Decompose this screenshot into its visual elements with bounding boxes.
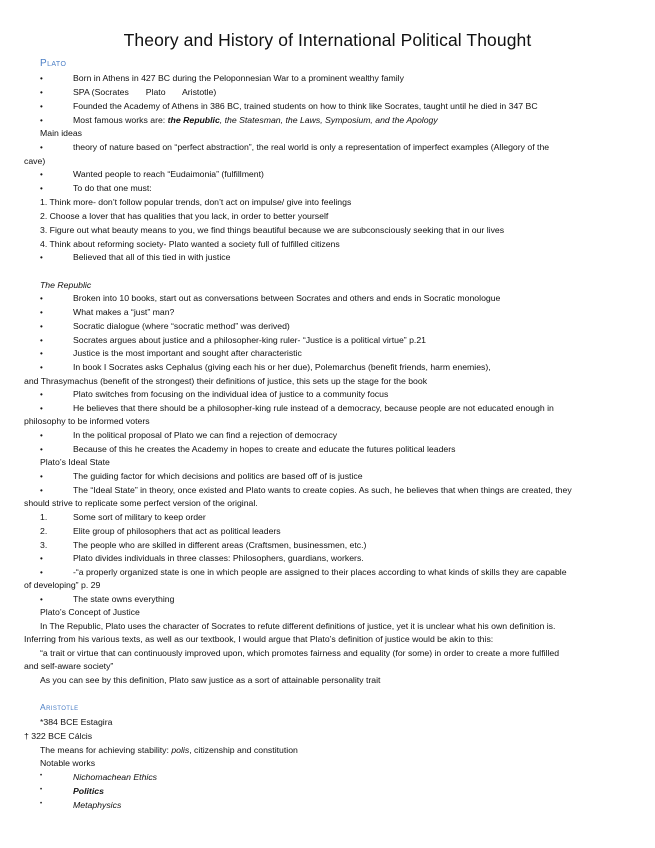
bullet-icon: • [40,336,43,345]
notable-works-label: Notable works [40,758,96,768]
section-heading-aristotle: Aristotle [40,702,79,712]
republic-item-academy: Because of this he creates the Academy in hopes to create and educate the futures political leaders [73,444,456,454]
justice-tie: Believed that all of this tied in with justice [73,252,231,262]
bullet-icon: • [40,74,43,83]
ideal-item-4-line-2: of developing” p. 29 [24,580,101,590]
aristotle-means [40,745,298,756]
document-title: Theory and History of International Political Thought [123,30,532,50]
bullet-icon: • [40,184,43,193]
bullet-icon: • [40,253,43,262]
bullet-icon: • [40,308,43,317]
numbered-3-num: 3. [40,540,48,550]
step-2: 2. Choose a lover that has qualities that you lack, in order to better yourself [40,211,329,221]
plato-bio-1: Born in Athens in 427 BC during the Peloponnesian War to a prominent wealthy family [73,73,404,83]
concept-label: Plato’s Concept of Justice [40,607,140,617]
republic-item-switch: Plato switches from focusing on the individual idea of justice to a community focus [73,389,389,399]
concept-p1-line-2: Inferring from his various texts, as well as our textbook, I would argue that Plato’s definition of justice would be akin to this: [24,634,494,644]
bullet-icon: • [40,801,43,807]
ideal-state-label: Plato’s Ideal State [40,457,110,467]
numbered-1-text: Some sort of military to keep order [73,512,206,522]
means-rest: , citizenship and constitution [189,745,298,755]
means-prefix: The means for achieving stability: [40,745,172,755]
step-1: 1. Think more- don’t follow popular trends, don’t act on impulse/ give into feelings [40,197,352,207]
concept-p2-line-1: “a trait or virtue that can continuously improved upon, which promotes fairness and equality (for some) in order to create a more fulfilled [40,648,560,658]
bullet-icon: • [40,390,43,399]
bullet-icon: • [40,554,43,563]
works-prefix: Most famous works are: [73,115,168,125]
ideal-item-1: The guiding factor for which decisions and politics are based off of is justice [73,471,363,481]
bullet-icon: • [40,363,43,372]
idea-2: Wanted people to reach “Eudaimonia” (fulfillment) [73,169,264,179]
idea-1-line-2: cave) [24,156,46,166]
step-4: 4. Think about reforming society- Plato wanted a society full of fulfilled citizens [40,239,340,249]
republic-item-king-1: He believes that there should be a philosopher-king rule instead of a democracy, because people are not educated enough in [73,403,554,413]
ideal-item-5: The state owns everything [73,594,175,604]
bullet-icon: • [40,773,43,779]
republic-heading: The Republic [40,280,92,290]
numbered-2-num: 2. [40,526,48,536]
step-3: 3. Figure out what beauty means to you, we find things beautiful because we are subconsciously seeking that in our lives [40,225,505,235]
idea-1-line-1: theory of nature based on “perfect abstraction”, the real world is only a representation of imperfect examples (Allegory of the [73,142,550,152]
aristotle-work-2: Politics [73,786,104,796]
republic-item-6-cont: and Thrasymachus (benefit of the strongest) their definitions of justice, this sets up the stage for the book [24,376,428,386]
republic-item-6: In book I Socrates asks Cephalus (giving each his or her due), Polemarchus (benefit friends, harm enemies), [73,362,491,372]
plato-bio-3: Founded the Academy of Athens in 386 BC, trained students on how to think like Socrates, taught until he died in 347 BC [73,101,538,111]
bullet-icon: • [40,568,43,577]
republic-item-3: Socratic dialogue (where “socratic method” was derived) [73,321,290,331]
concept-p3: As you can see by this definition, Plato saw justice as a sort of attainable personality trait [40,675,381,685]
bullet-icon: • [40,349,43,358]
bullet-icon: • [40,595,43,604]
idea-3: To do that one must: [73,183,152,193]
bullet-icon: • [40,143,43,152]
republic-item-2: What makes a “just” man? [73,307,175,317]
main-ideas-label: Main ideas [40,128,83,138]
bullet-icon: • [40,88,43,97]
plato-bio-2: SPA (Socrates Plato Aristotle) [73,87,217,97]
numbered-2-text: Elite group of philosophers that act as political leaders [73,526,281,536]
aristotle-born: *384 BCE Estagira [40,717,113,727]
aristotle-work-3: Metaphysics [73,800,122,810]
plato-works [73,115,438,126]
bullet-icon: • [40,472,43,481]
numbered-1-num: 1. [40,512,48,522]
republic-item-4: Socrates argues about justice and a philosopher-king ruler- “Justice is a political virtue” p.21 [73,335,426,345]
bullet-icon: • [40,431,43,440]
republic-item-1: Broken into 10 books, start out as conversations between Socrates and others and ends in Socratic monologue [73,293,501,303]
ideal-item-2-line-1: The “Ideal State” in theory, once existed and Plato wants to create copies. As such, he believes that when things are created, they [73,485,572,495]
republic-item-rejection: In the political proposal of Plato we can find a rejection of democracy [73,430,338,440]
bullet-icon: • [40,294,43,303]
republic-item-king-2: philosophy to be informed voters [24,416,150,426]
works-republic: the Republic [167,115,220,125]
works-rest: , the Statesman, the Laws, Symposium, and the Apology [219,115,438,125]
bullet-icon: • [40,102,43,111]
aristotle-died: † 322 BCE Cálcis [24,731,93,741]
bullet-icon: • [40,445,43,454]
means-polis: polis [171,745,190,755]
bullet-icon: • [40,787,43,793]
concept-p1-line-1: In The Republic, Plato uses the character of Socrates to refute different definitions of justice, yet it is unclear what his own definition is. [40,621,556,631]
bullet-icon: • [40,486,43,495]
ideal-item-4-line-1: -“a properly organized state is one in which people are assigned to their places according to what kinds of skills they are capable [73,567,567,577]
bullet-icon: • [40,116,43,125]
aristotle-work-1: Nichomachean Ethics [73,772,158,782]
bullet-icon: • [40,404,43,413]
section-heading-plato: Plato [40,58,67,69]
bullet-icon: • [40,322,43,331]
bullet-icon: • [40,170,43,179]
numbered-3-text: The people who are skilled in different areas (Craftsmen, businessmen, etc.) [73,540,367,550]
ideal-item-3: Plato divides individuals in three classes: Philosophers, guardians, workers. [73,553,364,563]
ideal-item-2-line-2: should strive to replicate some perfect version of the original. [24,498,258,508]
concept-p2-line-2: and self-aware society” [24,661,114,671]
republic-item-5: Justice is the most important and sought after characteristic [73,348,302,358]
